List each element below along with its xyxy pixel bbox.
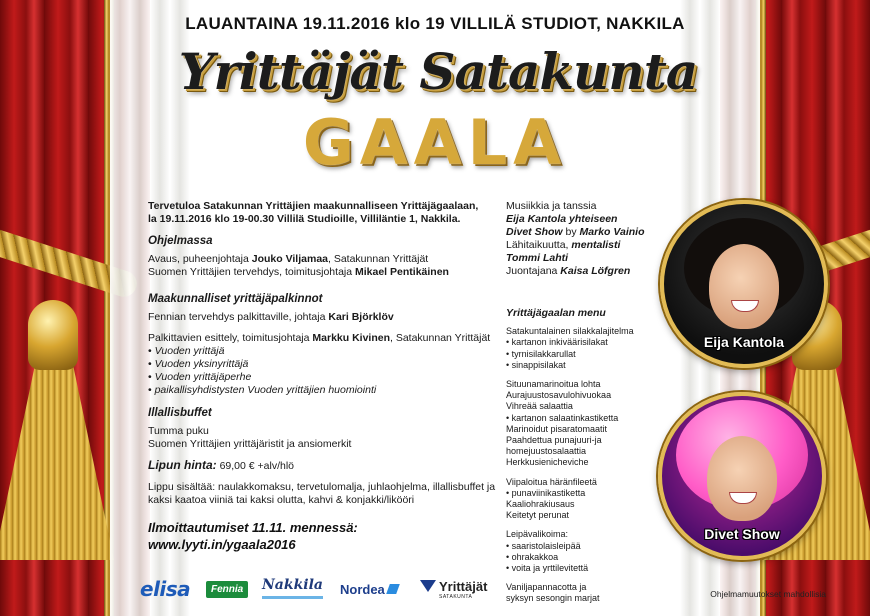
nakkila-logo: Nakkila bbox=[262, 574, 323, 599]
opening-suffix: , Satakunnan Yrittäjät bbox=[328, 253, 429, 265]
tassel-knob-left bbox=[28, 300, 78, 370]
yrittajat-logo-sub: SATAKUNTA bbox=[439, 593, 473, 600]
menu-item: Keitetyt perunat bbox=[506, 510, 570, 521]
menu-course-starters bbox=[506, 326, 656, 371]
ticket-includes-line-2: kaksi kaatoa viiniä tai kaksi olutta, kahvi & konjakki/likööri bbox=[148, 494, 415, 506]
host-prefix: Juontajana bbox=[506, 265, 561, 277]
awards-heading: Maakunnalliset yrittäjäpalkinnot bbox=[148, 293, 323, 305]
menu-course-dessert bbox=[506, 582, 656, 604]
menu-item: homejuustosalaattia bbox=[506, 446, 587, 457]
greeting-name: Mikael Pentikäinen bbox=[355, 266, 449, 278]
portrait-face bbox=[709, 244, 779, 329]
program-column bbox=[148, 200, 498, 515]
entertainment-column bbox=[506, 200, 666, 278]
welcome-line-1: Tervetuloa Satakunnan Yrittäjien maakunnalliseen Yrittäjägaalaan, bbox=[148, 200, 479, 212]
menu-item: • ohrakakkoa bbox=[506, 551, 559, 562]
event-date-line: LAUANTAINA 19.11.2016 klo 19 VILLILÄ STUDIOT, NAKKILA bbox=[185, 14, 685, 33]
nordea-mark-icon bbox=[386, 584, 400, 594]
ticket-includes bbox=[148, 481, 498, 507]
menu-item: • sinappisilakat bbox=[506, 359, 566, 370]
menu-item: • punaviinikastiketta bbox=[506, 487, 586, 498]
opening-line bbox=[148, 253, 498, 266]
divet-line bbox=[506, 226, 666, 239]
menu-item: Marinoidut pisaratomaatit bbox=[506, 423, 608, 434]
magic-line bbox=[506, 239, 666, 252]
menu-item: Paahdettua punajuuri-ja bbox=[506, 435, 602, 446]
fennia-greeting-line bbox=[148, 311, 498, 324]
fennia-name: Kari Björklöv bbox=[328, 311, 394, 323]
gala-menu bbox=[506, 308, 656, 613]
menu-item: Vaniljapannacotta ja bbox=[506, 582, 587, 593]
changes-disclaimer: Ohjelmamuutokset mahdollisia bbox=[710, 589, 826, 599]
portrait-face bbox=[707, 436, 777, 521]
eija-kantola-caption: Eija Kantola bbox=[703, 334, 785, 350]
music-performer: Eija Kantola yhteiseen bbox=[506, 213, 618, 225]
event-logo-gaala: GAALA bbox=[302, 106, 568, 179]
divet-show-caption: Divet Show bbox=[704, 526, 780, 542]
welcome-text bbox=[148, 200, 498, 226]
fennia-logo-text: Fennia bbox=[206, 581, 248, 598]
presenter-name: Markku Kivinen bbox=[312, 332, 390, 344]
yrittajat-logo bbox=[420, 574, 487, 604]
menu-item: Satakuntalainen silakkalajitelma bbox=[506, 326, 634, 337]
dinner-info bbox=[148, 425, 498, 451]
nordea-logo-text: Nordea bbox=[340, 581, 385, 597]
menu-item: Kaaliohrakiusaus bbox=[506, 499, 575, 510]
dress-code: Tumma puku bbox=[148, 425, 209, 437]
greeting-line bbox=[148, 266, 498, 279]
elisa-logo: elisa bbox=[140, 577, 191, 601]
badges-line: Suomen Yrittäjien yrittäjäristit ja ansiomerkit bbox=[148, 438, 352, 450]
opening-name: Jouko Viljamaa bbox=[251, 253, 328, 265]
menu-item: Herkkusienicheviche bbox=[506, 457, 589, 468]
divet-show-portrait bbox=[658, 392, 826, 560]
event-logo-script: Yrittäjät Satakunta bbox=[178, 42, 698, 101]
registration-link[interactable]: www.lyyti.in/ygaala2016 bbox=[148, 537, 296, 552]
sponsor-logos bbox=[140, 574, 510, 608]
fennia-prefix: Fennian tervehdys palkittaville, johtaja bbox=[148, 311, 329, 323]
presenter-suffix: , Satakunnan Yrittäjät bbox=[390, 332, 491, 344]
registration-block bbox=[148, 519, 498, 553]
program-heading: Ohjelmassa bbox=[148, 235, 213, 247]
dinner-heading: Illallisbuffet bbox=[148, 407, 212, 419]
price-line bbox=[148, 459, 498, 473]
magic-word: mentalisti bbox=[571, 239, 621, 251]
nordea-logo bbox=[340, 574, 398, 604]
fennia-logo bbox=[206, 574, 248, 604]
menu-item: syksyn sesongin marjat bbox=[506, 593, 600, 604]
menu-item: • kartanon inkiväärisilakat bbox=[506, 337, 608, 348]
magic-prefix: Lähitaikuutta, bbox=[506, 239, 572, 251]
menu-item: Viipaloitua häränfileetä bbox=[506, 476, 597, 487]
menu-item: • kartanon salaatinkastiketta bbox=[506, 412, 619, 423]
presenter-line bbox=[148, 332, 498, 345]
music-intro: Musiikkia ja tanssia bbox=[506, 200, 597, 212]
menu-course-salads bbox=[506, 379, 656, 469]
menu-item: • tyrnisilakkarullat bbox=[506, 348, 576, 359]
portrait-smile bbox=[729, 492, 757, 504]
menu-course-bread bbox=[506, 529, 656, 574]
opening-prefix: Avaus, puheenjohtaja bbox=[148, 253, 252, 265]
award-item: • Vuoden yrittäjä bbox=[148, 345, 498, 358]
portrait-smile bbox=[731, 300, 759, 312]
yrittajat-logo-main bbox=[420, 579, 487, 594]
menu-item: • voita ja yrttilevitettä bbox=[506, 563, 589, 574]
divet-name: Divet Show bbox=[506, 226, 563, 238]
award-categories bbox=[148, 345, 498, 397]
menu-item: Situunamarinoitua lohta bbox=[506, 379, 601, 390]
menu-heading: Yrittäjägaalan menu bbox=[506, 307, 606, 319]
yrittajat-mark-icon bbox=[420, 580, 436, 592]
program-list bbox=[148, 253, 498, 279]
greeting-prefix: Suomen Yrittäjien tervehdys, toimitusjohtaja bbox=[148, 266, 355, 278]
registration-deadline: Ilmoittautumiset 11.11. mennessä: bbox=[148, 520, 358, 535]
price-label: Lipun hinta: bbox=[148, 458, 217, 472]
price-value: 69,00 € +alv/hlö bbox=[216, 460, 295, 472]
host-name: Kaisa Löfgren bbox=[560, 265, 631, 277]
menu-item: Vihreää salaattia bbox=[506, 401, 573, 412]
award-item: • Vuoden yksinyrittäjä bbox=[148, 358, 498, 371]
award-item: • paikallisyhdistysten Vuoden yrittäjien huomiointi bbox=[148, 384, 498, 397]
magician-name: Tommi Lahti bbox=[506, 252, 569, 264]
yrittajat-logo-text: Yrittäjät bbox=[439, 578, 488, 594]
menu-item: Aurajuustosavulohivuokaa bbox=[506, 390, 612, 401]
award-item: • Vuoden yrittäjäperhe bbox=[148, 371, 498, 384]
divet-producer: Marko Vainio bbox=[579, 226, 645, 238]
eija-kantola-portrait bbox=[660, 200, 828, 368]
host-line bbox=[506, 265, 666, 278]
ticket-includes-line-1: Lippu sisältää: naulakkomaksu, tervetulomalja, juhlaohjelma, illallisbuffet ja bbox=[148, 481, 496, 493]
welcome-line-2: la 19.11.2016 klo 19-00.30 Villilä Studioille, Villiläntie 1, Nakkila. bbox=[148, 213, 461, 225]
menu-item: Leipävalikoima: bbox=[506, 529, 569, 540]
divet-by: by bbox=[562, 226, 580, 238]
presenter-prefix: Palkittavien esittely, toimitusjohtaja bbox=[148, 332, 313, 344]
menu-item: • saaristolaisleipää bbox=[506, 540, 581, 551]
menu-course-main bbox=[506, 477, 656, 522]
